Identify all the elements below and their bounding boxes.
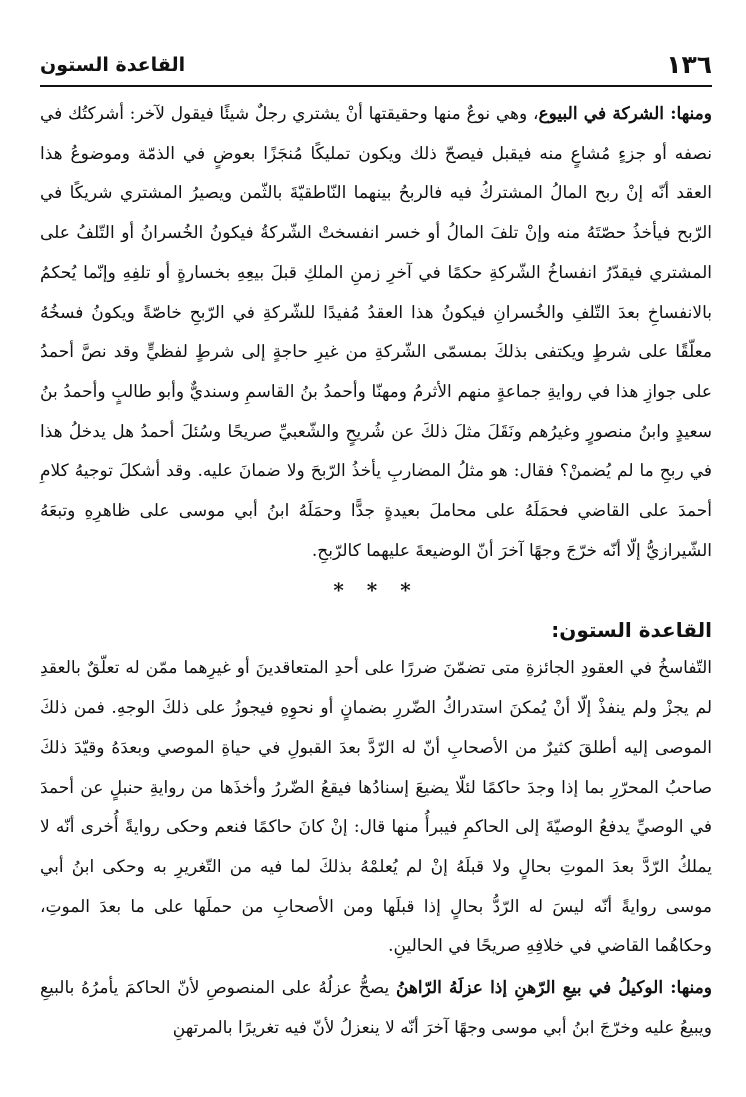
paragraph-lead: ومنها: الشركة في البيوع: [538, 104, 712, 124]
section-title: القاعدة الستون:: [551, 618, 712, 643]
paragraph-text: يصحُّ عزلُهُ على المنصوصِ لأنّ الحاكمَ يأمرُهُ بالبيعِ ويبيعُ عليه وخرّجَ ابنُ أبي موسى وجهًا آخرَ أنّه لا ينعزلُ لأنّ فيه تغريرًا بالمرتهنِ: [40, 978, 712, 1038]
page-header: [40, 46, 712, 80]
paragraph-lead: ومنها: الوكيلُ في بيعِ الرّهنِ إذا عزلَهُ الرّاهنُ: [395, 978, 712, 999]
paragraph-pledge-agent: [40, 969, 712, 1048]
paragraph-partnership: [40, 95, 712, 571]
paragraph-rule-statement: التّفاسخُ في العقودِ الجائزةِ متى تضمّنَ ضررًا على أحدِ المتعاقدينَ أو غيرِهما ممّن له تعلّقٌ بالعقدِ لم يجزْ ولم ينفذْ إلّا أنْ يُمكنَ استدراكُ الضّررِ بضمانٍ أو نحوِهِ فيجوزُ على ذلكَ الوجهِ. فمن ذلكَ الموصى إليه أطلقَ كثيرٌ من الأصحابِ أنّ له الرّدَّ بعدَ القبولِ في حياةِ الموصي وبعدَهُ وقيّدَ ذلكَ صاحبُ المحرّرِ بما إذا وجدَ حاكمًا لئلّا يضيعَ إسنادُها فيقعُ الضّررُ وأخذَها من روايةِ حنبلٍ عن أحمدَ في الوصيِّ يدفعُ الوصيّةَ إلى الحاكمِ فيبرأُ منها قال: إنْ كانَ حاكمًا فنعم وحكى روايةً أُخرى أنّه لا يملكُ الرّدَّ بعدَ الموتِ بحالٍ ولا قبلَهُ إنْ لم يُعلمْهُ بذلكَ لما فيه من التّغريرِ به وحكى ابنُ أبي موسى روايةً أنّه ليسَ له الرّدُّ بحالٍ إذا قبلَها ومن الأصحابِ من حملَها على ما بعدَ الموتِ، وحكاهُما القاضي في خلافِهِ صريحًا في الحالينِ.: [40, 658, 712, 957]
paragraph-text: ، وهي نوعٌ منها وحقيقتها أنْ يشتري رجلٌ شيئًا فيقول لآخر: أشركتُك في نصفه أو جزءٍ مُشاعٍ منه فيقبل فيصحّ ذلك ويكون تمليكًا مُنجَزًا بعوضٍ في الذمّة وموضوعُ هذا العقد أنّه إنْ ربح المالُ المشتركُ فيه فالربحُ بينهما النّاطقيّةَ بالثّمن ويصيرُ المشتري شريكًا في الرّبح فيأخذُ حصّتَهُ منه وإنْ تلفَ المالُ أو خسر انفسختْ الشّركةُ فيكونُ الخُسرانُ أو التّلفُ على المشتري فيقدّرُ انفساخُ الشّركةِ حكمًا في آخرِ زمنِ الملكِ قبلَ بيعِهِ بخسارةٍ أو تلفِهِ وإنّما يُحكمُ بالانفساخِ بعدَ التّلفِ والخُسرانِ فيكونُ هذا العقدُ مُفيدًا للشّركةِ في الرّبحِ خاصّةً ويكونُ فسخُهُ معلّقًا على شرطٍ ويكتفى بذلكَ بمسمّى الشّركةِ من غيرِ حاجةٍ إلى شرطٍ لفظيٍّ وقد نصَّ أحمدُ على جوازِ هذا في روايةِ جماعةٍ منهم الأثرمُ ومهنّا وأحمدُ بنُ القاسمِ وسنديٌّ وأبو طالبٍ وأحمدُ بنُ سعيدٍ وابنُ منصورٍ وغيرُهم ونَقَلَ مثلَ ذلكَ عن شُريحٍ والشّعبيِّ صريحًا وسُئلَ أحمدُ هل يدخلُ هذا في ربحِ ما لم يُضمنْ؟ فقال: هو مثلُ المضاربِ يأخذُ الرّبحَ ولا ضمانَ عليه. وقد أشكلَ توجيهُ كلامِ أحمدَ على القاضي فحمَلَهُ على محاملَ بعيدةٍ جدًّا وحمَلَهُ ابنُ أبي موسى على ظاهرِهِ وتبعَهُ الشّيرازيُّ إلّا أنّه خرّجَ وجهًا آخرَ أنّ الوضيعةَ عليهما كالرّبحِ.: [40, 104, 712, 561]
page-body: [40, 95, 712, 1048]
running-title: القاعدة الستون: [40, 54, 186, 76]
page-number: ١٣٦: [666, 50, 712, 79]
section-separator: * * *: [333, 578, 419, 603]
header-rule: [40, 85, 712, 87]
